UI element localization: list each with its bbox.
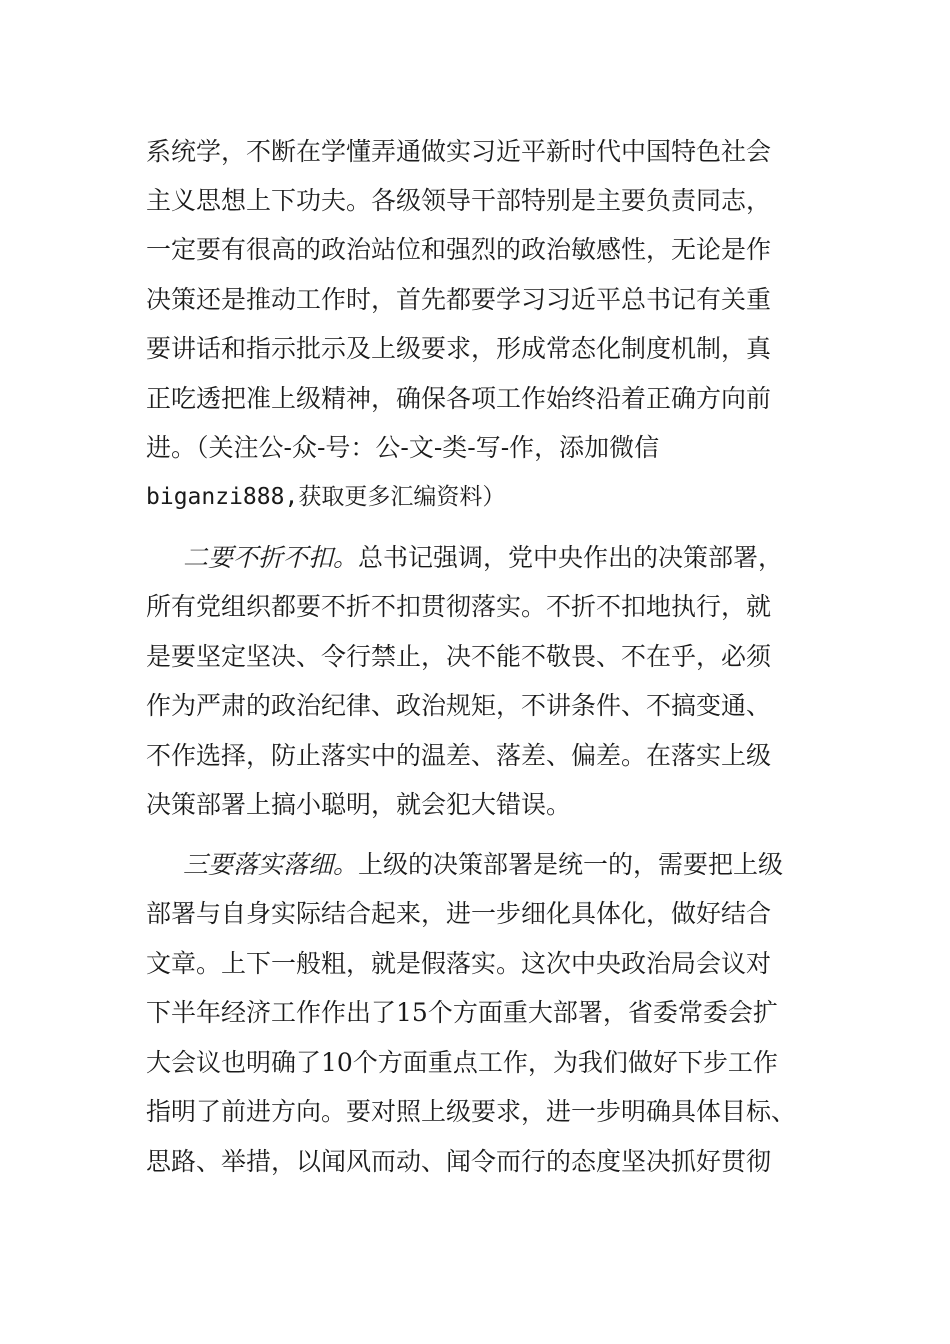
paragraph-3-heading: 三要落实落细。 <box>183 850 359 879</box>
paragraph-2-line-5: 不作选择，防止落实中的温差、落差、偏差。在落实上级 <box>146 741 772 770</box>
paragraph-3-line-1 <box>183 840 783 890</box>
paragraph-1-line-4: 决策还是推动工作时，首先都要学习习近平总书记有关重 <box>146 285 772 314</box>
paragraph-3-line-6: 指明了前进方向。要对照上级要求，进一步明确具体目标、 <box>146 1097 797 1126</box>
paragraph-2-line-4: 作为严肃的政治纪律、政治规矩，不讲条件、不搞变通、 <box>146 691 772 720</box>
paragraph-1-line-5: 要讲话和指示批示及上级要求，形成常态化制度机制，真 <box>146 334 772 363</box>
paragraph-2-line-1 <box>183 533 783 583</box>
paragraph-2-first-rest: 总书记强调，党中央作出的决策部署， <box>358 543 784 572</box>
paragraph-3-first-rest: 上级的决策部署是统一的，需要把上级 <box>358 850 784 879</box>
paragraph-1-line-2: 主义思想上下功夫。各级领导干部特别是主要负责同志， <box>146 186 772 215</box>
paragraph-1-line-6: 正吃透把准上级精神，确保各项工作始终沿着正确方向前 <box>146 384 772 413</box>
paragraph-2-line-2: 所有党组织都要不折不扣贯彻落实。不折不扣地执行，就 <box>146 592 772 621</box>
paragraph-1-line-1: 系统学，不断在学懂弄通做实习近平新时代中国特色社会 <box>146 137 772 166</box>
paragraph-2-line-3: 是要坚定坚决、令行禁止，决不能不敬畏、不在乎，必须 <box>146 642 772 671</box>
paragraph-3-line-4: 下半年经济工作作出了15个方面重大部署，省委常委会扩 <box>146 998 778 1027</box>
paragraph-1-line-7: 进。（关注公-众-号：公-文-类-写-作，添加微信 <box>146 433 660 462</box>
paragraph-3-line-3: 文章。上下一般粗，就是假落实。这次中央政治局会议对 <box>146 949 772 978</box>
paragraph-1-line-8: biganzi888,获取更多汇编资料） <box>146 484 506 510</box>
paragraph-2-line-6: 决策部署上搞小聪明，就会犯大错误。 <box>146 790 572 819</box>
paragraph-3-line-5: 大会议也明确了10个方面重点工作，为我们做好下步工作 <box>146 1048 778 1077</box>
paragraph-3-line-7: 思路、举措，以闻风而动、闻令而行的态度坚决抓好贯彻 <box>146 1147 772 1176</box>
paragraph-1-line-3: 一定要有很高的政治站位和强烈的政治敏感性，无论是作 <box>146 235 772 264</box>
paragraph-3-line-2: 部署与自身实际结合起来，进一步细化具体化，做好结合 <box>146 899 772 928</box>
paragraph-2-heading: 二要不折不扣。 <box>183 543 359 572</box>
